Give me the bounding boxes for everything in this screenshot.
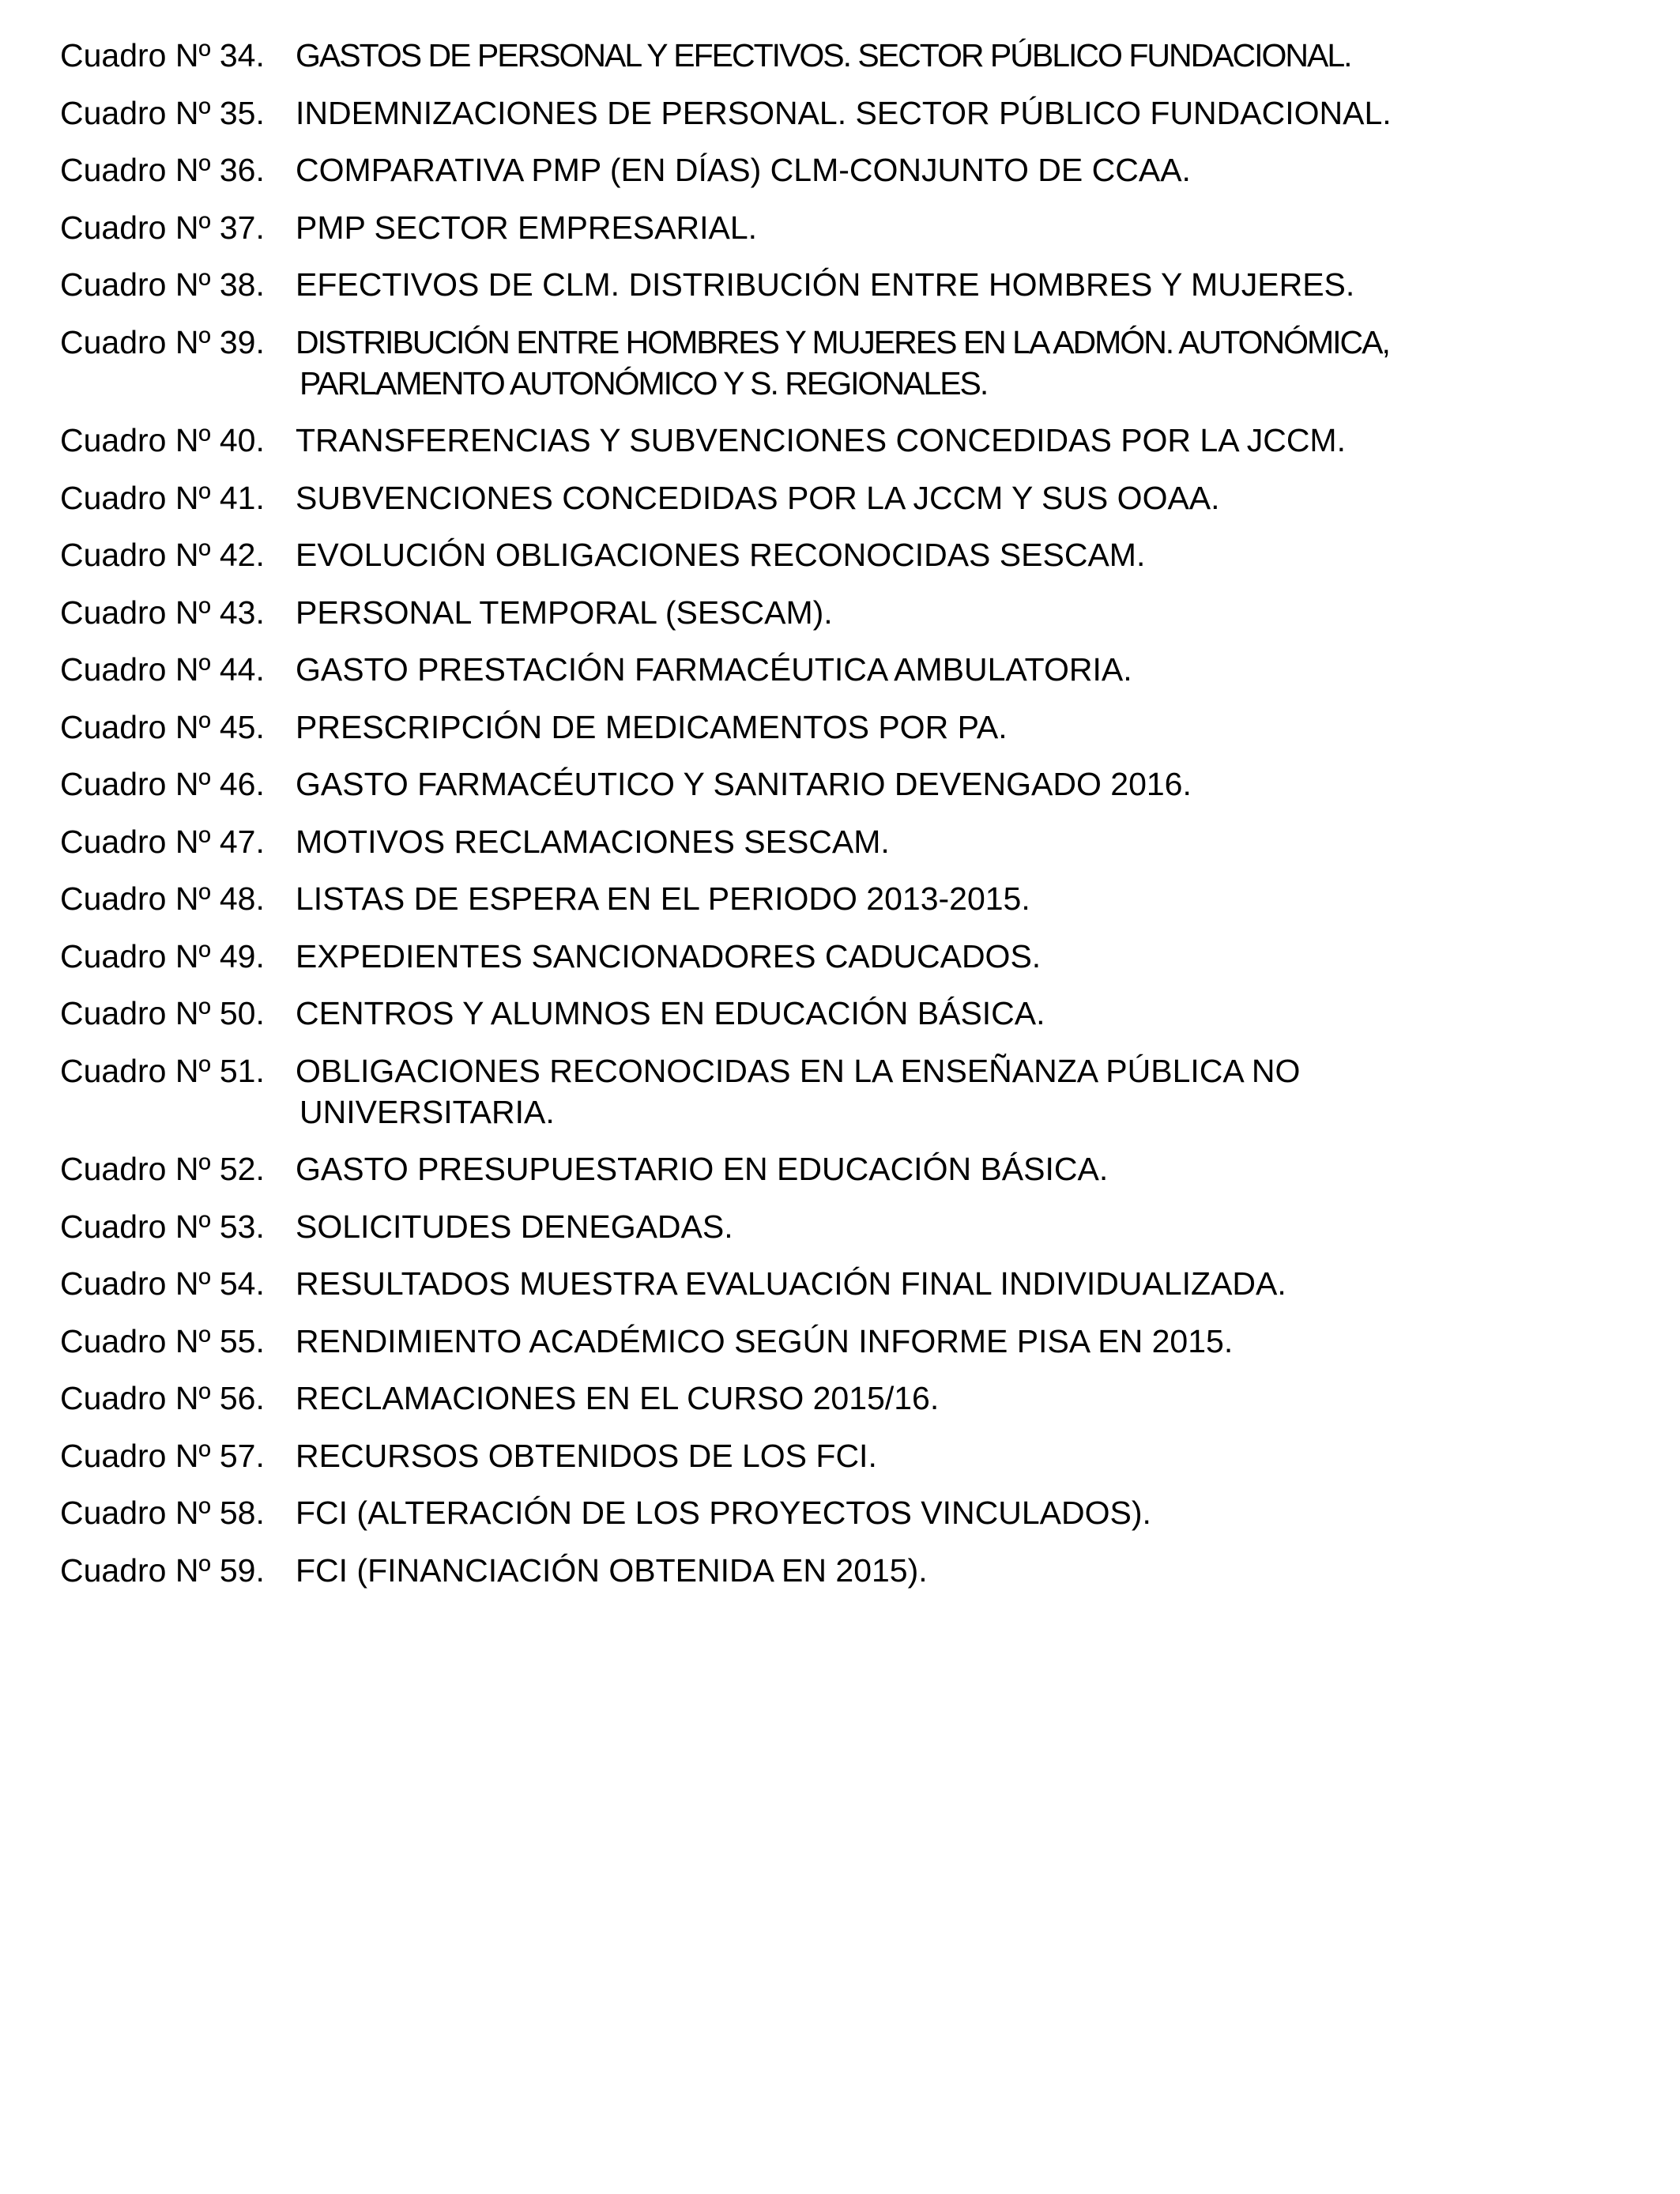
item-title — [296, 993, 1625, 1034]
item-title — [296, 649, 1625, 690]
item-title-line: GASTO PRESTACIÓN FARMACÉUTICA AMBULATORIA. — [296, 651, 1132, 688]
list-item — [60, 821, 1625, 862]
list-item — [60, 936, 1625, 977]
item-label: Cuadro Nº 59. — [60, 1551, 265, 1589]
item-label: Cuadro Nº 40. — [60, 422, 265, 458]
item-title — [296, 534, 1625, 575]
list-item — [60, 1492, 1625, 1533]
item-title — [296, 207, 1625, 248]
item-title — [296, 35, 1625, 76]
item-label: Cuadro Nº 47. — [60, 823, 265, 860]
item-title-line: RECLAMACIONES EN EL CURSO 2015/16. — [296, 1380, 940, 1416]
item-label: Cuadro Nº 46. — [60, 766, 265, 802]
item-title-line: COMPARATIVA PMP (EN DÍAS) CLM-CONJUNTO DE CCAA. — [296, 152, 1191, 188]
item-title-line: EFECTIVOS DE CLM. DISTRIBUCIÓN ENTRE HOMBRES Y MUJERES. — [296, 266, 1355, 303]
list-item — [60, 1050, 1625, 1133]
item-title-line: PERSONAL TEMPORAL (SESCAM). — [296, 594, 833, 631]
item-title-line: GASTO PRESUPUESTARIO EN EDUCACIÓN BÁSICA. — [296, 1151, 1109, 1187]
item-title — [296, 1550, 1625, 1591]
item-title — [296, 477, 1625, 518]
list-item — [60, 1206, 1625, 1247]
item-title-line: RENDIMIENTO ACADÉMICO SEGÚN INFORME PISA EN 2015. — [296, 1322, 1234, 1359]
list-item — [60, 1435, 1625, 1476]
item-label: Cuadro Nº 35. — [60, 94, 265, 131]
item-title-line: EVOLUCIÓN OBLIGACIONES RECONOCIDAS SESCAM. — [296, 537, 1146, 573]
item-label: Cuadro Nº 54. — [60, 1265, 265, 1302]
item-title-line: UNIVERSITARIA. — [299, 1093, 555, 1130]
list-item — [60, 649, 1625, 690]
list-item — [60, 35, 1625, 76]
item-title-line: FCI (FINANCIACIÓN OBTENIDA EN 2015). — [296, 1551, 928, 1589]
item-label: Cuadro Nº 36. — [60, 152, 265, 188]
item-title — [296, 1321, 1625, 1362]
item-label: Cuadro Nº 37. — [60, 209, 265, 246]
list-item — [60, 878, 1625, 919]
item-title — [296, 592, 1625, 633]
item-title — [296, 1378, 1625, 1419]
list-item — [60, 1550, 1625, 1591]
table-index-list — [60, 35, 1625, 1607]
list-item — [60, 592, 1625, 633]
item-label: Cuadro Nº 43. — [60, 594, 265, 631]
item-title-line: GASTO FARMACÉUTICO Y SANITARIO DEVENGADO 2016. — [296, 766, 1192, 802]
list-item — [60, 1263, 1625, 1304]
list-item — [60, 534, 1625, 575]
item-title-line: EXPEDIENTES SANCIONADORES CADUCADOS. — [296, 937, 1042, 974]
list-item — [60, 707, 1625, 748]
item-title-line: RECURSOS OBTENIDOS DE LOS FCI. — [296, 1437, 877, 1474]
item-title — [296, 763, 1625, 805]
item-title-line: GASTOS DE PERSONAL Y EFECTIVOS. SECTOR PÚBLICO FUNDACIONAL. — [296, 37, 1351, 74]
item-label: Cuadro Nº 42. — [60, 537, 265, 573]
item-title-line: TRANSFERENCIAS Y SUBVENCIONES CONCEDIDAS POR LA JCCM. — [296, 422, 1346, 458]
list-item — [60, 149, 1625, 190]
item-label: Cuadro Nº 41. — [60, 479, 265, 516]
list-item — [60, 420, 1625, 461]
item-title-line: MOTIVOS RECLAMACIONES SESCAM. — [296, 823, 890, 860]
item-title — [296, 92, 1625, 134]
item-title-line: SUBVENCIONES CONCEDIDAS POR LA JCCM Y SUS OOAA. — [296, 479, 1220, 516]
item-title — [296, 1263, 1625, 1304]
item-title-line: FCI (ALTERACIÓN DE LOS PROYECTOS VINCULADOS). — [296, 1495, 1151, 1531]
item-title-line: CENTROS Y ALUMNOS EN EDUCACIÓN BÁSICA. — [296, 995, 1045, 1031]
item-title-line: INDEMNIZACIONES DE PERSONAL. SECTOR PÚBLICO FUNDACIONAL. — [296, 94, 1392, 131]
item-label: Cuadro Nº 39. — [60, 323, 265, 360]
list-item — [60, 207, 1625, 248]
item-label: Cuadro Nº 34. — [60, 37, 265, 74]
list-item — [60, 92, 1625, 134]
item-title — [296, 1050, 1625, 1133]
item-title — [296, 707, 1625, 748]
item-label: Cuadro Nº 56. — [60, 1380, 265, 1416]
item-title — [296, 264, 1625, 305]
item-title — [296, 322, 1625, 404]
item-label: Cuadro Nº 49. — [60, 937, 265, 974]
item-title-line: LISTAS DE ESPERA EN EL PERIODO 2013-2015. — [296, 880, 1030, 917]
item-title-line: RESULTADOS MUESTRA EVALUACIÓN FINAL INDIVIDUALIZADA. — [296, 1265, 1286, 1302]
item-title-line: PARLAMENTO AUTONÓMICO Y S. REGIONALES. — [299, 364, 988, 401]
item-title-line: SOLICITUDES DENEGADAS. — [296, 1208, 733, 1245]
list-item — [60, 1148, 1625, 1189]
item-label: Cuadro Nº 48. — [60, 880, 265, 917]
item-title-line: OBLIGACIONES RECONOCIDAS EN LA ENSEÑANZA PÚBLICA NO — [296, 1052, 1301, 1089]
item-label: Cuadro Nº 52. — [60, 1151, 265, 1187]
item-label: Cuadro Nº 53. — [60, 1208, 265, 1245]
item-label: Cuadro Nº 55. — [60, 1322, 265, 1359]
list-item — [60, 264, 1625, 305]
item-label: Cuadro Nº 38. — [60, 266, 265, 303]
list-item — [60, 1321, 1625, 1362]
item-title — [296, 878, 1625, 919]
item-title — [296, 1206, 1625, 1247]
item-title-line: PMP SECTOR EMPRESARIAL. — [296, 209, 758, 246]
item-label: Cuadro Nº 45. — [60, 708, 265, 745]
list-item — [60, 763, 1625, 805]
list-item — [60, 477, 1625, 518]
item-title — [296, 1148, 1625, 1189]
item-label: Cuadro Nº 50. — [60, 995, 265, 1031]
list-item — [60, 993, 1625, 1034]
item-title — [296, 936, 1625, 977]
list-item — [60, 1378, 1625, 1419]
item-title — [296, 420, 1625, 461]
item-label: Cuadro Nº 44. — [60, 651, 265, 688]
item-label: Cuadro Nº 57. — [60, 1437, 265, 1474]
item-title-line: PRESCRIPCIÓN DE MEDICAMENTOS POR PA. — [296, 708, 1008, 745]
item-title-line: DISTRIBUCIÓN ENTRE HOMBRES Y MUJERES EN LA ADMÓN. AUTONÓMICA, — [296, 323, 1389, 360]
item-title — [296, 1492, 1625, 1533]
item-label: Cuadro Nº 51. — [60, 1052, 265, 1089]
item-title — [296, 821, 1625, 862]
item-title — [296, 149, 1625, 190]
item-title — [296, 1435, 1625, 1476]
list-item — [60, 322, 1625, 404]
item-label: Cuadro Nº 58. — [60, 1495, 265, 1531]
